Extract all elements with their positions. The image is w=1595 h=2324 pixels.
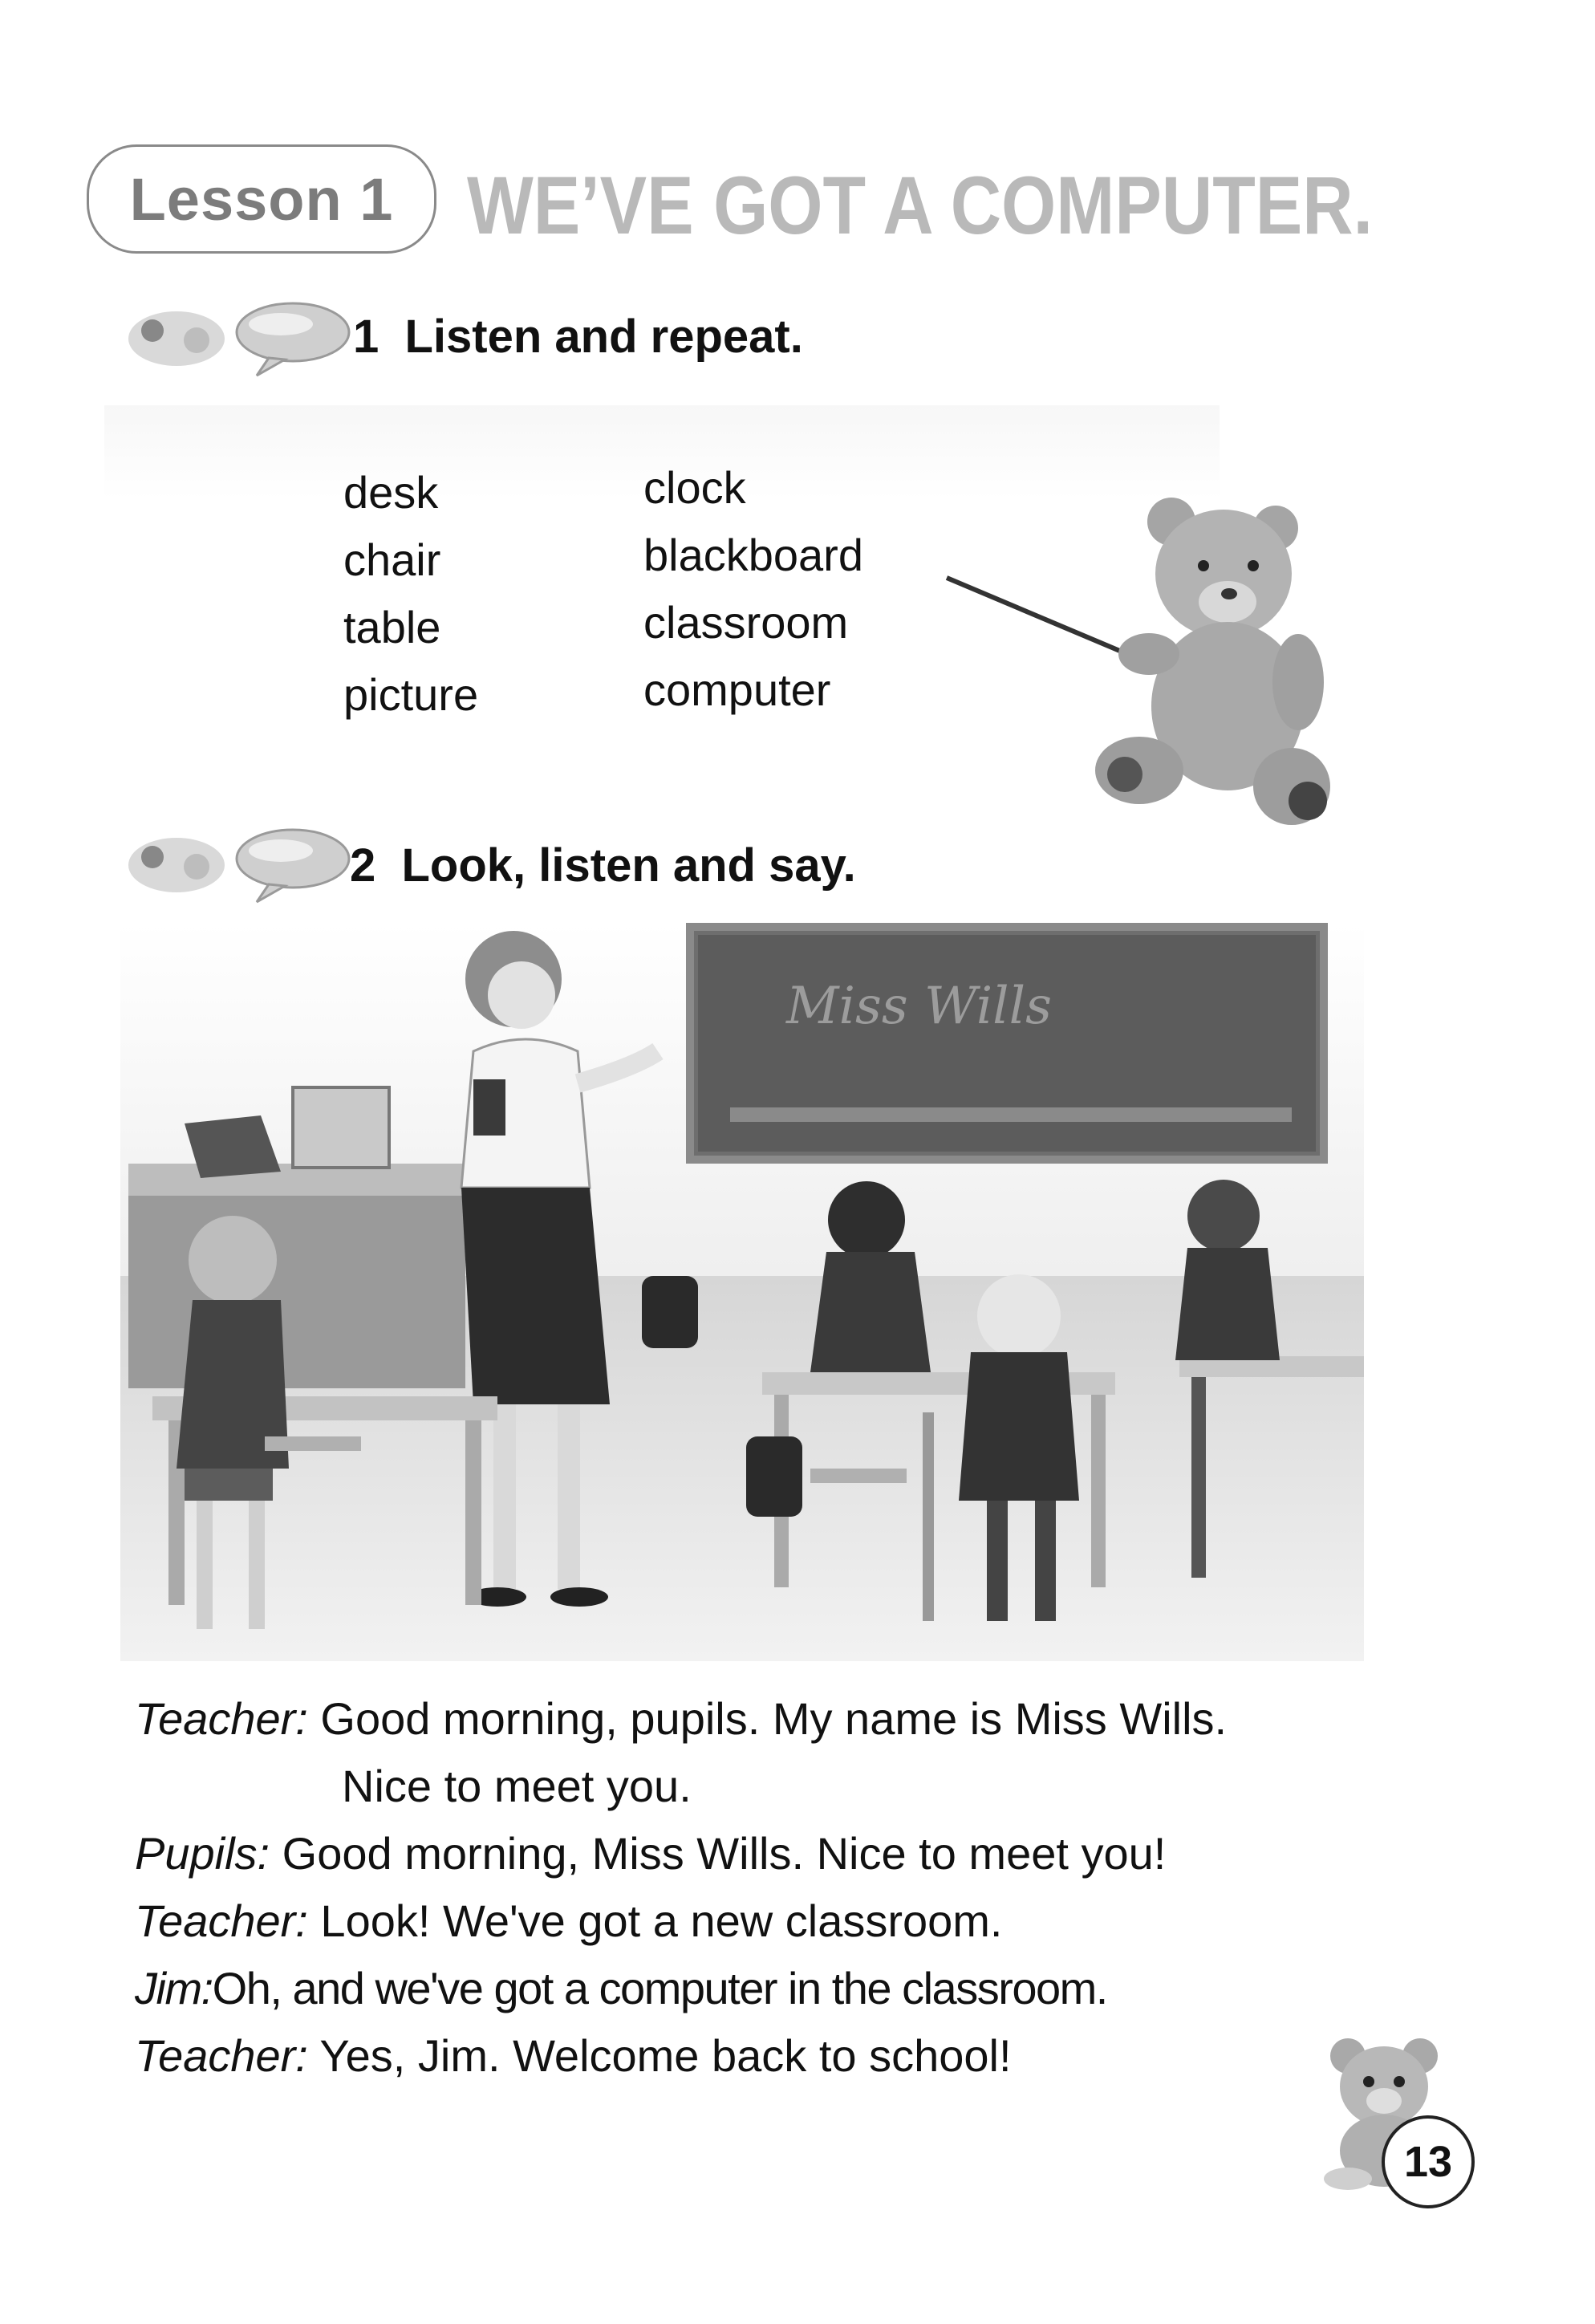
schoolbag-icon [642,1276,698,1348]
vocab-word: blackboard [643,530,863,580]
vocab-list-left [343,459,478,729]
lesson-label: Lesson 1 [87,144,436,254]
exercise2-number: 2 [350,839,376,892]
exercise1-title [353,310,803,364]
dialogue [135,1685,1499,2090]
speaker-name: Pupils: [135,1828,270,1879]
vocab-word: desk [343,467,439,518]
exercise1-instruction: Listen and repeat. [404,311,803,363]
dialogue-text: Yes, Jim. Welcome back to school! [319,2030,1012,2081]
vocab-word: classroom [643,597,849,648]
blackboard [690,927,1324,1160]
speaker-name: Teacher: [135,1895,308,1946]
vocab-word: table [343,602,441,652]
speech-bubble-icon [120,817,361,905]
dialogue-text: Nice to meet you. [342,1761,692,1811]
classroom-illustration [120,923,1364,1661]
exercise2-instruction: Look, listen and say. [401,839,856,892]
exercise2-title [350,839,856,892]
dialogue-text: Good morning, Miss Wills. Nice to meet you! [282,1828,1167,1879]
lesson-title: WE’VE GOT A COMPUTER. [467,160,1374,251]
dialogue-line [135,1820,1499,1887]
dialogue-line [135,1887,1499,1955]
dialogue-text: Look! We've got a new classroom. [320,1895,1003,1946]
teddy-bear-pointer-image [939,490,1340,843]
vocab-word: clock [643,462,746,513]
exercise1-number: 1 [353,311,379,363]
speaker-name: Teacher: [135,2030,308,2081]
dialogue-line [135,2022,1499,2090]
dialogue-text: Oh, and we've got a computer in the classroom. [212,1963,1107,2013]
schoolbag-icon [746,1436,802,1517]
dialogue-line [135,1753,1499,1820]
page-number: 13 [1382,2115,1475,2208]
vocab-list-right [643,454,863,724]
dialogue-text: Good morning, pupils. My name is Miss Wills. [320,1693,1228,1744]
vocab-word: computer [643,664,831,715]
speaker-name: Jim: [135,1963,213,2013]
speech-bubble-icon [120,290,361,379]
vocab-word: chair [343,534,441,585]
speaker-name: Teacher: [135,1693,308,1744]
dialogue-line [135,1955,1499,2022]
vocab-word: picture [343,669,479,720]
blackboard-text: Miss Wills [786,977,1052,1036]
dialogue-line [135,1685,1499,1753]
